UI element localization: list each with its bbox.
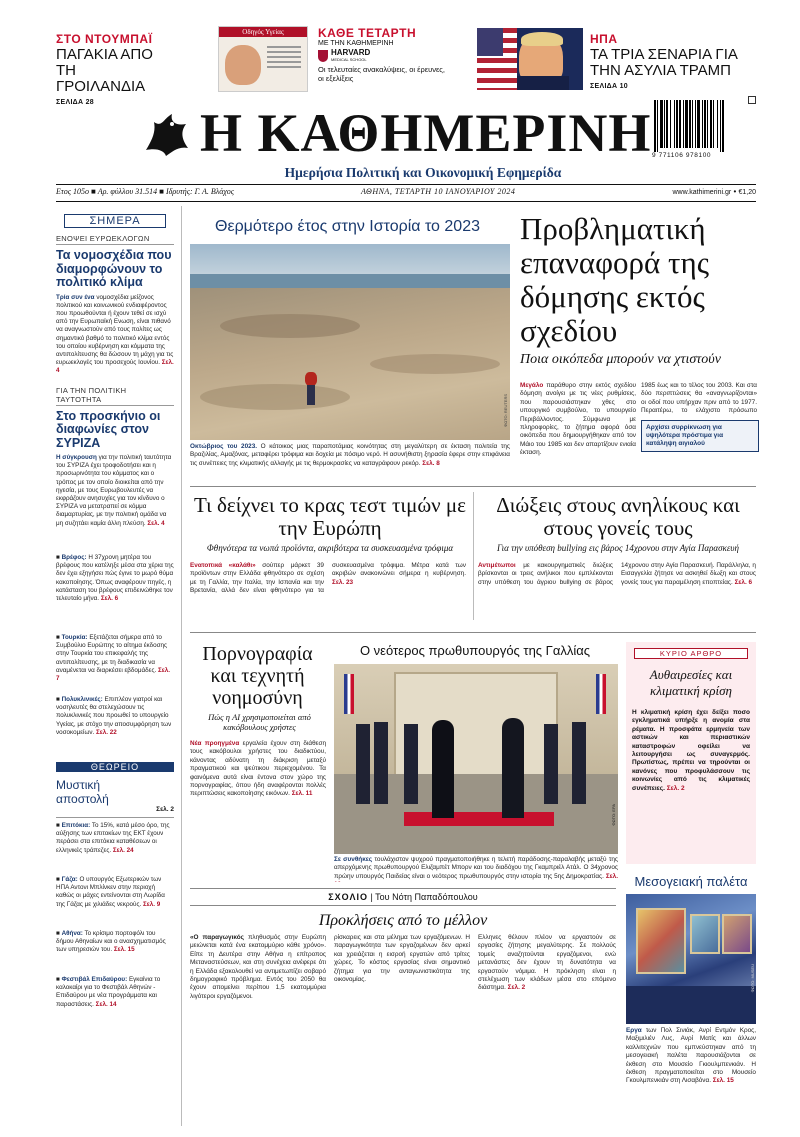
harvard-shield-icon: [318, 50, 328, 62]
trump-photo[interactable]: [477, 28, 583, 90]
red-carpet: [404, 812, 554, 826]
brief-item[interactable]: ■ Επιτόκια: Το 15%, κατά μέσο όρο, της αύξησης των επιτοκίων της ΕΚΤ έχουν περάσει στα επιτόκια καταθέσεων οι ελληνικές τράπεζες. Σελ. 24: [56, 822, 170, 854]
person-figure-icon: [502, 718, 524, 818]
teaser-left-page: ΣΕΛΙΔΑ 28: [56, 99, 95, 106]
magazine-thumbnail[interactable]: [218, 26, 308, 92]
teaser-left[interactable]: [56, 32, 206, 106]
harvard-brand: HARVARD: [331, 48, 371, 57]
opinion-headline[interactable]: Αυθαιρεσίες και κλιματική κρίση: [649, 667, 733, 698]
brief-item[interactable]: ■ Βρέφος: Η 37χρονη μητέρα του βρέφους που κατέληξε μέσα στα χέρια της δεν έχει εξηγήσει πώς έγινε το μωρό θύμα κακοποίησης. Όπως αναφέρουν πηγές, η κατάσταση του βρέφους επιδεινώθηκε τον τελευταίο μήνα. Σελ. 6: [56, 554, 174, 603]
column-col2: ρίσκαρεις και στα μέλημα των εργαζόμενων. Η παραγωγικότητα των εργαζομένων δεν αρκεί και χρειάζεται η εισροή εργατών από τρίτες χώρες. Το κόστος εργασίας είναι σημαντικό ζήτημα για την ανταγωνιστικότητα της οικονομίας.: [334, 934, 470, 984]
france-photo-credit: ΦΩΤΟ: EPA: [611, 804, 616, 826]
teaser-right-title: ΗΠΑ: [590, 32, 618, 46]
brief-item[interactable]: ■ Γάζα: Ο υπουργός Εξωτερικών των ΗΠΑ Αντονι Μπλίνκεν στην περιοχή καθώς οι μάχες εντείνονται στη Λωρίδα της Γάζας με χιλιάδες νεκρούς. Σελ. 9: [56, 876, 165, 908]
lead-lead: Μεγάλο: [520, 382, 544, 389]
column-lead: «Ο παραγωγικός: [190, 934, 244, 941]
person-figure-icon: [432, 720, 454, 818]
teaser-right-page: ΣΕΛΙΔΑ 10: [590, 83, 629, 90]
barcode-number: 9 771106 978100: [652, 152, 712, 159]
lead-subhead: Ποια οικόπεδα μπορούν να χτιστούν: [520, 352, 721, 367]
photo-story-caption-lead: Σε συνθήκες: [334, 856, 373, 863]
theory-ref[interactable]: Σελ. 2: [156, 806, 174, 813]
sec2-text: για την πολιτική ταυτότητα του ΣΥΡΙΖΑ έχει τροφοδοτήσει και η προσωρινότητα του κόμματος και ο τρόπος με τον οποίο διοικείται από την ηγεσία, με τους Ευρωβουλευτές να εκφράζουν ανησυχίες για τον κίνδυνο ο ΣΥΡΙΖΑ να μετατραπεί σε κόμμα διαμαρτυρίας, με την πολιτική ομάδα να μη συζητάει καμία άλλη πλεύση.: [56, 454, 172, 527]
sidebar: [56, 206, 174, 1026]
hero-headline[interactable]: Θερμότερο έτος στην Ιστορία το 2023: [215, 218, 480, 235]
column-col1: πληθυσμός στην Ευρώπη μειώνεται κατά ένα εκατομμύριο κάθε χρόνο». Είπε τη Δευτέρα στην Αθήνα η επίτροπος Μεταναστεύσεων, και στη συνέχεια ανέφερε ότι η Ελλάδα εξακολουθεί να αντιμετωπίζει σοβαρό δημογραφικό πρόβλημα. Εντός του 2050 θα έχουν απομείνει περίπου 1,5 εκατομμύρια λιγότεροι εργαζόμενοι.: [190, 934, 326, 1000]
masthead-year: Ετος 105ο: [56, 187, 89, 196]
lead-text-col2: 1985 έως και το τέλος του 2003. Και στα δύο περιπτώσεις θα «αναγνωρίζονται» οι οδοί που υπήρχαν πριν από το 1977. Περαιτέρω, το ελάχιστο πρόσωπο: [641, 382, 757, 415]
brief-item[interactable]: ■ Αθήνα: Το κρίσιμο πορτοφόλι του δήμου Αθηναίων και ο ανασχηματισμός των υπηρεσιών του. Σελ. 15: [56, 930, 166, 954]
photo-story-headline[interactable]: Ο νεότερος πρωθυπουργός της Γαλλίας: [359, 643, 591, 658]
story4-text: εργαλεία έχουν στη διάθεση τους κακόβουλοι χρήστες του διαδικτύου, κάνοντας αδύνατη τη διάκριση μεταξύ πραγματικού και ψεύτικου περιεχομένου. Τα φαινόμενα αυτά είναι έντονα στον χώρο της πορνογραφίας, όπου ήδη αναφέρονται πολλές περιπτώσεις κακοποίησης εικόνων.: [190, 740, 326, 798]
story3-subhead: Για την υπόθεση bullying εις βάρος 14χρονου στην Αγία Παρασκευή: [496, 543, 740, 553]
story4-subhead: Πώς η AI χρησιμοποιείται από κακόβουλους χρήστες: [208, 712, 311, 732]
teaser-right-headline: ΤΑ ΤΡΙΑ ΣΕΝΑΡΙΑ ΓΙΑ ΤΗΝ ΑΣΥΛΙΑ ΤΡΑΜΠ: [590, 46, 738, 79]
sec2-headline[interactable]: Στο προσκήνιο οι διαφωνίες στον ΣΥΡΙΖΑ: [56, 408, 161, 450]
masthead-title: Η ΚΑΘΗΜΕΡΙΝΗ: [200, 103, 652, 163]
lead-box[interactable]: [641, 420, 759, 452]
lead-text-col1: παράθυρο στην εκτός σχεδίου δόμηση ανοίγει με τις νέες ρυθμίσεις, που παρουσιάστηκαν χθες στο υπουργικό συμβούλιο, το υπουργείο Περιβάλλοντος. Σύμφωνα με πληροφορίες, το ζήτημα αφορά όσα οικόπεδα που δημιουργήθηκαν από τον Μάιο του 1985 και δεν απαρτίζουν ενιαία έκταση.: [520, 382, 636, 457]
flag-icon: [344, 674, 354, 714]
column-author: Του Νότη Παπαδόπουλου: [375, 892, 478, 902]
column-ref[interactable]: Σελ. 2: [507, 984, 526, 992]
story3-headline[interactable]: Διώξεις στους ανηλίκους και στους γονείς τους: [496, 493, 740, 540]
sec2-ref[interactable]: Σελ. 4: [147, 519, 165, 527]
story4-lead: Νέα προηγμένα: [190, 740, 240, 747]
column-headline[interactable]: Προκλήσεις από το μέλλον: [318, 912, 488, 929]
sec1-label: ΕΝΟΨΕΙ ΕΥΡΩΕΚΛΟΓΩΝ: [56, 234, 174, 245]
art-caption-lead: Εργα: [626, 1027, 642, 1034]
brief-item[interactable]: ■ Τουρκία: Εξετάζεται σήμερα από το Συμβούλιο Ευρώπης το αίτημα έκδοσης στην Τουρκία του επικεφαλής της αντιπολίτευσης, με τη διαδικασία να αναμένεται να διαρκέσει εβδομάδες. Σελ. 7: [56, 634, 171, 683]
sec1-headline[interactable]: Τα νομοσχέδια που διαμορφώνουν το πολιτικό κλίμα: [56, 248, 172, 289]
column-label: ΣΧΟΛΙΟ: [328, 892, 368, 902]
brief-item[interactable]: ■ Πολυκλινικές: Επιπλέον γιατροί και νοσηλευτές θα στελεχώσουν τις πολυκλινικές που προωθεί το υπουργείο Υγείας, με στόχο την αποσυμφόρηση των νοσοκομείων. Σελ. 22: [56, 696, 172, 736]
hero-photo[interactable]: [190, 244, 510, 440]
story3-text: με κακουργηματικές διώξεις βρίσκονται οι τρεις ανήλικοι που εμπλέκονται στην υπόθεση του άγριου bullying σε βάρος 14χρονου στην Αγία Παρασκευή. Παράλληλα, η Εισαγγελία ζήτησε να ασκηθεί δίωξη και στους γονείς τους για παραμέληση εποπτείας.: [478, 562, 756, 586]
hero-caption-ref[interactable]: Σελ. 8: [422, 459, 440, 467]
story2-subhead: Φθηνότερα τα νωπά προϊόντα, ακριβότερα τα συσκευασμένα τρόφιμα: [206, 543, 454, 553]
harvard-brand-sub: MEDICAL SCHOOL: [331, 57, 367, 62]
story2-lead: Ενατοπικά «καλάθι»: [190, 562, 256, 569]
sec1-text: νομοσχέδια μείζονος πολιτικού και κοινωνικού ενδιαφέροντος που προωθούνται ή έχουν τεθεί σε ισχύ από την Ευρωπαϊκή Ενωση, είναι πιθανό να αναγνωστούν από τους πολίτες ως σημαντικό βαθμό το πολιτικό κλίμα εντός του οποίου κυβέρνηση και κόμματα της αντιπολίτευσης θα δώσουν τη μάχη για τις ευρωεκλογές του προσεχούς Ιουνίου.: [56, 293, 174, 367]
opinion-box: [626, 642, 756, 864]
art-photo[interactable]: [626, 894, 756, 1024]
lead-headline[interactable]: Προβληματική επαναφορά της δόμησης εκτός σχεδίου: [520, 211, 709, 348]
france-photo[interactable]: [334, 664, 618, 854]
art-headline[interactable]: Μεσογειακή παλέτα: [634, 874, 748, 889]
opinion-text: Η κλιματική κρίση έχει δείξει ποσο εγκληματικά υπήρξε η ανομία στα ρέματα. Η προσφάτα ερμηνεία των αστικών και περιαστικών καταστροφών οφείλει να λειτουργήσει ως συναγερμός. Πρωτίστως, πρέπει να τηρούνται οι κανόνες που προφυλάσσουν τις κοινωνίες από τις κλιματικές συνέπειες.: [632, 709, 750, 792]
barcode-icon: [652, 100, 748, 152]
sec1-ref[interactable]: Σελ. 4: [56, 359, 174, 375]
masthead-site[interactable]: www.kathimerini.gr: [672, 189, 732, 196]
painting-icon: [636, 908, 686, 974]
masthead-issue: Αρ. φύλλου 31.514: [97, 187, 158, 196]
story2-text: σούπερ μάρκετ 39 προϊόντων στην Ελλάδα φθηνότερο σε σχέση με τη Γαλλία, την Ιταλία, την Ισπανία και την Βρετανία, αλλά δεν είναι φθηνότερο για τα συσκευασμένα τρόφιμα. Μέτρα κατά των ακριβών ανακοινώνει σήμερα η κυβέρνηση.: [190, 562, 466, 595]
hero-caption-lead: Οκτώβριος του 2023.: [190, 443, 258, 450]
teaser-right[interactable]: [590, 32, 760, 90]
logo-emblem-icon: [142, 110, 192, 158]
opinion-ref[interactable]: Σελ. 2: [666, 784, 685, 792]
column-col3: Ελληνες θέλουν πλέον να εργαστούν σε εργασίες ζήτησης μεγαλύτερης. Σε πολλούς τομείς αναζητούνται εργαζόμενοι, ενώ μετανάστες δεν έχουν τη δυνατότητα να εργαστούν νόμιμα. Η πρόκληση είναι η στελέχωση των κλάδων μέσα στο επόμενο διάστημα.: [478, 934, 616, 992]
story2-headline[interactable]: Τι δείχνει το κρας τεστ τιμών με την Ευρώπη: [194, 493, 466, 540]
barcode: [652, 96, 756, 162]
magazine-figure-icon: [225, 45, 261, 85]
today-label: ΣΗΜΕΡΑ: [64, 214, 166, 228]
person-figure-icon: [305, 372, 317, 386]
masthead-date: ΑΘΗΝΑ, ΤΕΤΑΡΤΗ 10 ΙΑΝΟΥΑΡΙΟΥ 2024: [361, 187, 516, 196]
column-byline: ΣΧΟΛΙΟ | Του Νότη Παπαδόπουλου: [328, 892, 478, 902]
story4-headline[interactable]: Πορνογραφία και τεχνητή νοημοσύνη: [202, 643, 313, 709]
theory-headline[interactable]: Μυστική αποστολή: [56, 778, 109, 806]
magazine-title-bar: Οδηγός Υγείας: [219, 27, 307, 37]
story2-ref[interactable]: Σελ. 23: [332, 578, 354, 586]
guard-figure-icon: [356, 724, 370, 804]
art-caption: των Πολ Σινιάκ, Ανρί Εντμόν Κρος, Μαξιμιλιέν Λυς, Ανρί Ματίς και άλλων καλλιτεχνών που εμπνεύστηκαν από τη μεσογειακή παλέτα παρουσιάζονται σε έκθεση στο Μουσείο Γκιουλμπενκιάν. Η έκθεση πραγματοποιείται στο Μουσείο Γκουλμπενκιάν στη Λισαβόνα.: [626, 1027, 756, 1085]
hero-caption: Ο κάτοικος μιας παραποτάμιας κοινότητας στη μεγαλύτερη σε έκταση πολιτεία της Βραζιλίας, Αμαζόνας, μεταφέρει τρόφιμα και δοχεία με πόσιμο νερό. Η ασυνήθιστη ξηρασία έφερε στην επιφάνεια τις συνέπειες της κλιματικής αλλαγής με τις θερμοκρασίες να καταγράφουν ρεκόρ.: [190, 443, 510, 467]
sec2-lead: Η σύγκρουση: [56, 454, 97, 461]
masthead-founder: Ιδρυτής: Γ. Α. Βλάχος: [165, 187, 235, 196]
lead-box-text: Αρχίσει συρρίκνωση για υψηλότερα πρόστιμα για κατάληψη αιγιαλού: [646, 424, 724, 447]
story4-ref[interactable]: Σελ. 11: [291, 790, 313, 798]
photo-story-ref[interactable]: Σελ.: [605, 872, 618, 880]
photo-story-caption: τουλάχιστον ψυχρού πραγματοποιήθηκε η τελετή παράδοσης-παραλαβής μεταξύ της απερχόμενης πρωθυπουργού Ελιζαμπέτ Μπορν και του διαδόχου της Γκαμπριέλ Ατάλ. Ο 34χρονος πρώην υπουργός Παιδείας είναι ο νεότερος πρωθυπουργός στην ιστορία της 5ης Δημοκρατίας.: [334, 856, 618, 880]
flag-icon: [596, 674, 606, 714]
dateline: Ετος 105ο ■ Αρ. φύλλου 31.514 ■ Ιδρυτής: Γ. Α. Βλάχος ΑΘΗΝΑ, ΤΕΤΑΡΤΗ 10 ΙΑΝΟΥΑΡΙΟΥ 2024 www.kathimerini.gr • €1,20: [56, 187, 756, 196]
masthead-price: €1,20: [738, 189, 756, 196]
sec1-lead: Τρία συν ένα: [56, 293, 95, 301]
teaser-center[interactable]: [318, 26, 458, 83]
teaser-center-subtitle: ΜΕ ΤΗΝ ΚΑΘΗΜΕΡΙΝΗ: [318, 40, 394, 47]
brief-item[interactable]: ■ Φεστιβάλ Επιδαύρου: Εγκαίνια το καλοκαίρι για το Φεστιβάλ Αθηνών - Επιδαύρου με νέα προγράμματα και παραστάσεις. Σελ. 14: [56, 976, 161, 1008]
story3-ref[interactable]: Σελ. 6: [734, 578, 753, 586]
art-photo-credit: ΦΩΤΟ: MUSEU: [750, 964, 755, 993]
art-ref[interactable]: Σελ. 15: [712, 1077, 734, 1085]
theory-label: ΘΕΩΡΕΙΟ: [56, 762, 174, 772]
teaser-left-title: ΣΤΟ ΝΤΟΥΜΠΑΪ: [56, 32, 153, 46]
story3-lead: Αντιμέτωποι: [478, 562, 516, 569]
teaser-left-headline: ΠΑΓΑΚΙΑ ΑΠΟ ΤΗ ΓΡΟΙΛΑΝΔΙΑ: [56, 46, 153, 95]
hero-photo-credit: ΦΩΤΟ: REUTERS: [503, 394, 508, 427]
teaser-center-title: ΚΑΘΕ ΤΕΤΑΡΤΗ: [318, 26, 417, 40]
sec2-label: ΓΙΑ ΤΗΝ ΠΟΛΙΤΙΚΗ ΤΑΥΤΟΤΗΤΑ: [56, 386, 174, 406]
teaser-center-text: Οι τελευταίες ανακαλύψεις, οι έρευνες, οι εξελίξεις: [318, 65, 445, 83]
masthead-tagline: Ημερήσια Πολιτική και Οικονομική Εφημερίδα: [284, 165, 562, 180]
opinion-label: ΚΥΡΙΟ ΑΡΘΡΟ: [634, 648, 748, 659]
